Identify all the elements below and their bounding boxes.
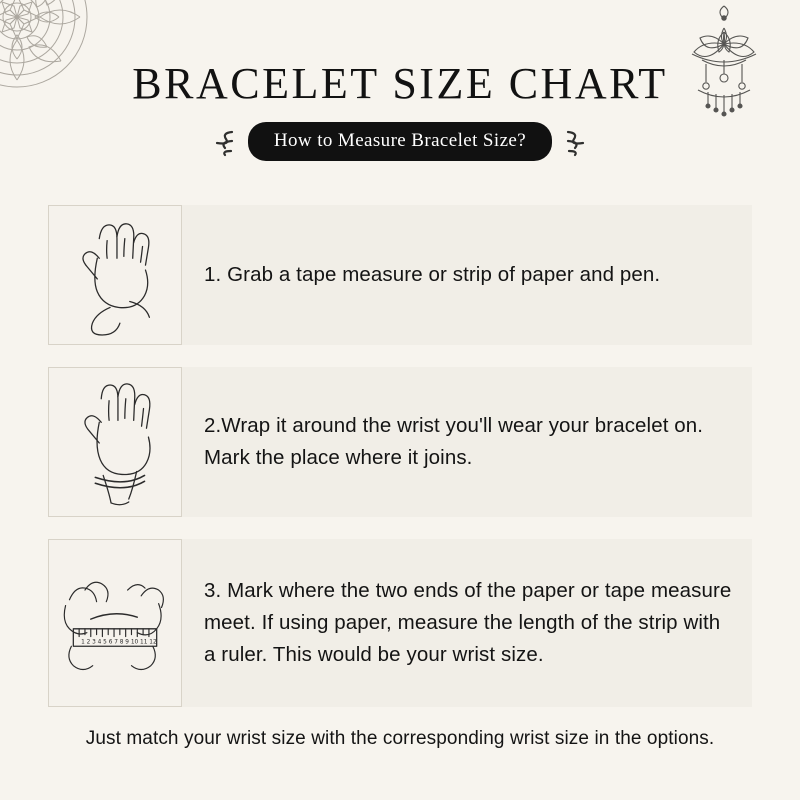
step-text: 2.Wrap it around the wrist you'll wear your bracelet on. Mark the place where it joins. [204, 414, 704, 469]
flourish-right-icon [564, 127, 590, 157]
hand-holding-tape-icon [48, 205, 182, 345]
hands-measuring-ruler-icon [48, 539, 182, 707]
step-text: 3. Mark where the two ends of the paper or tape measure meet. If using paper, measure the length of the strip with a ruler. This would be your wrist size. [204, 579, 732, 666]
footer-note: Just match your wrist size with the corresponding wrist size in the options. [85, 728, 715, 749]
subtitle-pill: How to Measure Bracelet Size? [248, 122, 552, 161]
hand-wrapped-tape-icon [48, 367, 182, 517]
list-item [48, 539, 752, 707]
flourish-left-icon [210, 127, 236, 157]
step-text: 1. Grab a tape measure or strip of paper and pen. [204, 263, 661, 287]
steps-list [48, 205, 752, 729]
list-item [48, 367, 752, 517]
subtitle-row [0, 122, 800, 161]
svg-text:1 2 3 4 5 6 7 8 9 10 11 12: 1 2 3 4 5 6 7 8 9 10 11 12 [81, 639, 157, 646]
page-title: BRACELET SIZE CHART [132, 59, 668, 108]
list-item [48, 205, 752, 345]
